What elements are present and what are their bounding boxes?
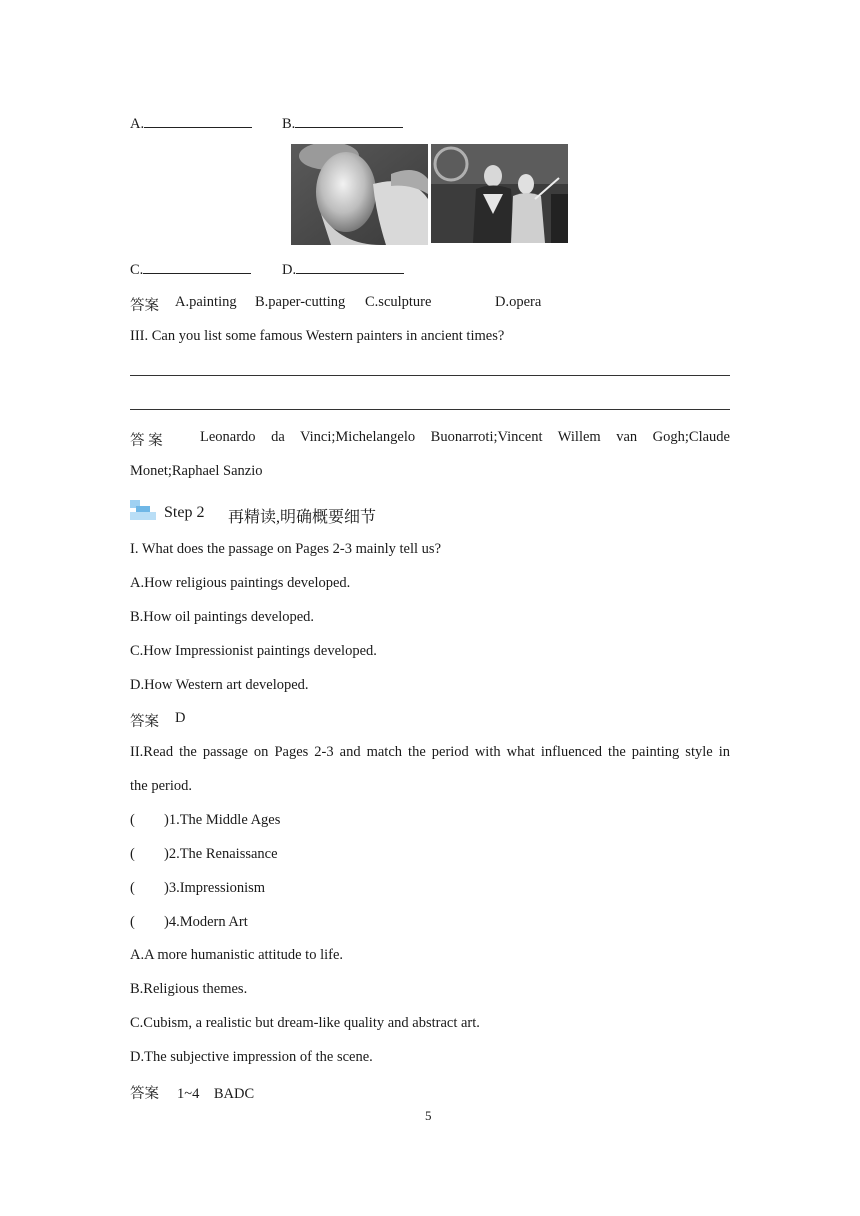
q1-option-b: B.How oil paintings developed. (130, 609, 315, 625)
option-d-blank-row (282, 260, 404, 279)
question-1: I. What does the passage on Pages 2-3 mainly tell us? (130, 541, 442, 557)
option-b-blank[interactable] (295, 114, 403, 128)
step-title: 再精读,明确概要细节 (228, 509, 377, 526)
option-c-blank[interactable] (143, 260, 251, 274)
option-d-label: D. (282, 262, 297, 278)
question-2-line-1: II.Read the passage on Pages 2-3 and match the period with what influenced the painting style in (130, 744, 730, 760)
page-number: 5 (425, 1108, 432, 1123)
sculpture-photo (291, 144, 428, 245)
answer-2-label: 答 案 (130, 433, 163, 449)
q1-option-d: D.How Western art developed. (130, 677, 309, 693)
answer-line-1[interactable] (130, 375, 730, 376)
q1-option-a: A.How religious paintings developed. (130, 575, 351, 591)
q1-answer: D (175, 710, 186, 726)
option-d-blank[interactable] (296, 260, 404, 274)
answer-2-line-1: Leonardo da Vinci;Michelangelo Buonarroti;Vincent Willem van Gogh;Claude (200, 429, 730, 445)
q2-answer-label: 答案 (130, 1086, 159, 1102)
match-item-3: )3.Impressionism (164, 880, 266, 896)
answer-1 (130, 294, 159, 315)
answer-line-2[interactable] (130, 409, 730, 410)
opera-photo (431, 144, 568, 243)
match-item-4: )4.Modern Art (164, 914, 248, 930)
match-item-2: )2.The Renaissance (164, 846, 278, 862)
q1-answer-label: 答案 (130, 714, 159, 730)
opera-image (431, 144, 568, 243)
sculpture-image (291, 144, 428, 245)
q2-answer: 1~4 BADC (177, 1086, 255, 1102)
option-a-blank[interactable] (144, 114, 252, 128)
question-2-line-2: the period. (130, 778, 193, 794)
match-item-2-paren[interactable]: ( (130, 846, 135, 862)
answer-2-line-2: Monet;Raphael Sanzio (130, 463, 263, 479)
match-item-1: )1.The Middle Ages (164, 812, 281, 828)
step-name: Step 2 (164, 504, 205, 521)
question-3: III. Can you list some famous Western painters in ancient times? (130, 328, 505, 344)
match-choice-a: A.A more humanistic attitude to life. (130, 947, 344, 963)
step-icon (130, 500, 156, 520)
answer-1-d: D.opera (495, 294, 542, 310)
match-choice-b: B.Religious themes. (130, 981, 248, 997)
answer-label: 答案 (130, 298, 159, 314)
match-choice-d: D.The subjective impression of the scene. (130, 1049, 373, 1065)
option-b-label: B. (282, 116, 296, 132)
option-a-label: A. (130, 116, 145, 132)
option-b-blank-row (282, 114, 403, 133)
option-c-blank-row (130, 260, 251, 279)
match-item-1-paren[interactable]: ( (130, 812, 135, 828)
answer-1-b: B.paper-cutting (255, 294, 346, 310)
answer-1-a: A.painting (175, 294, 237, 310)
match-item-4-paren[interactable]: ( (130, 914, 135, 930)
option-a-blank-row (130, 114, 252, 133)
match-choice-c: C.Cubism, a realistic but dream-like quality and abstract art. (130, 1015, 480, 1031)
option-c-label: C. (130, 262, 144, 278)
q1-option-c: C.How Impressionist paintings developed. (130, 643, 377, 659)
match-item-3-paren[interactable]: ( (130, 880, 135, 896)
answer-1-c: C.sculpture (365, 294, 432, 310)
